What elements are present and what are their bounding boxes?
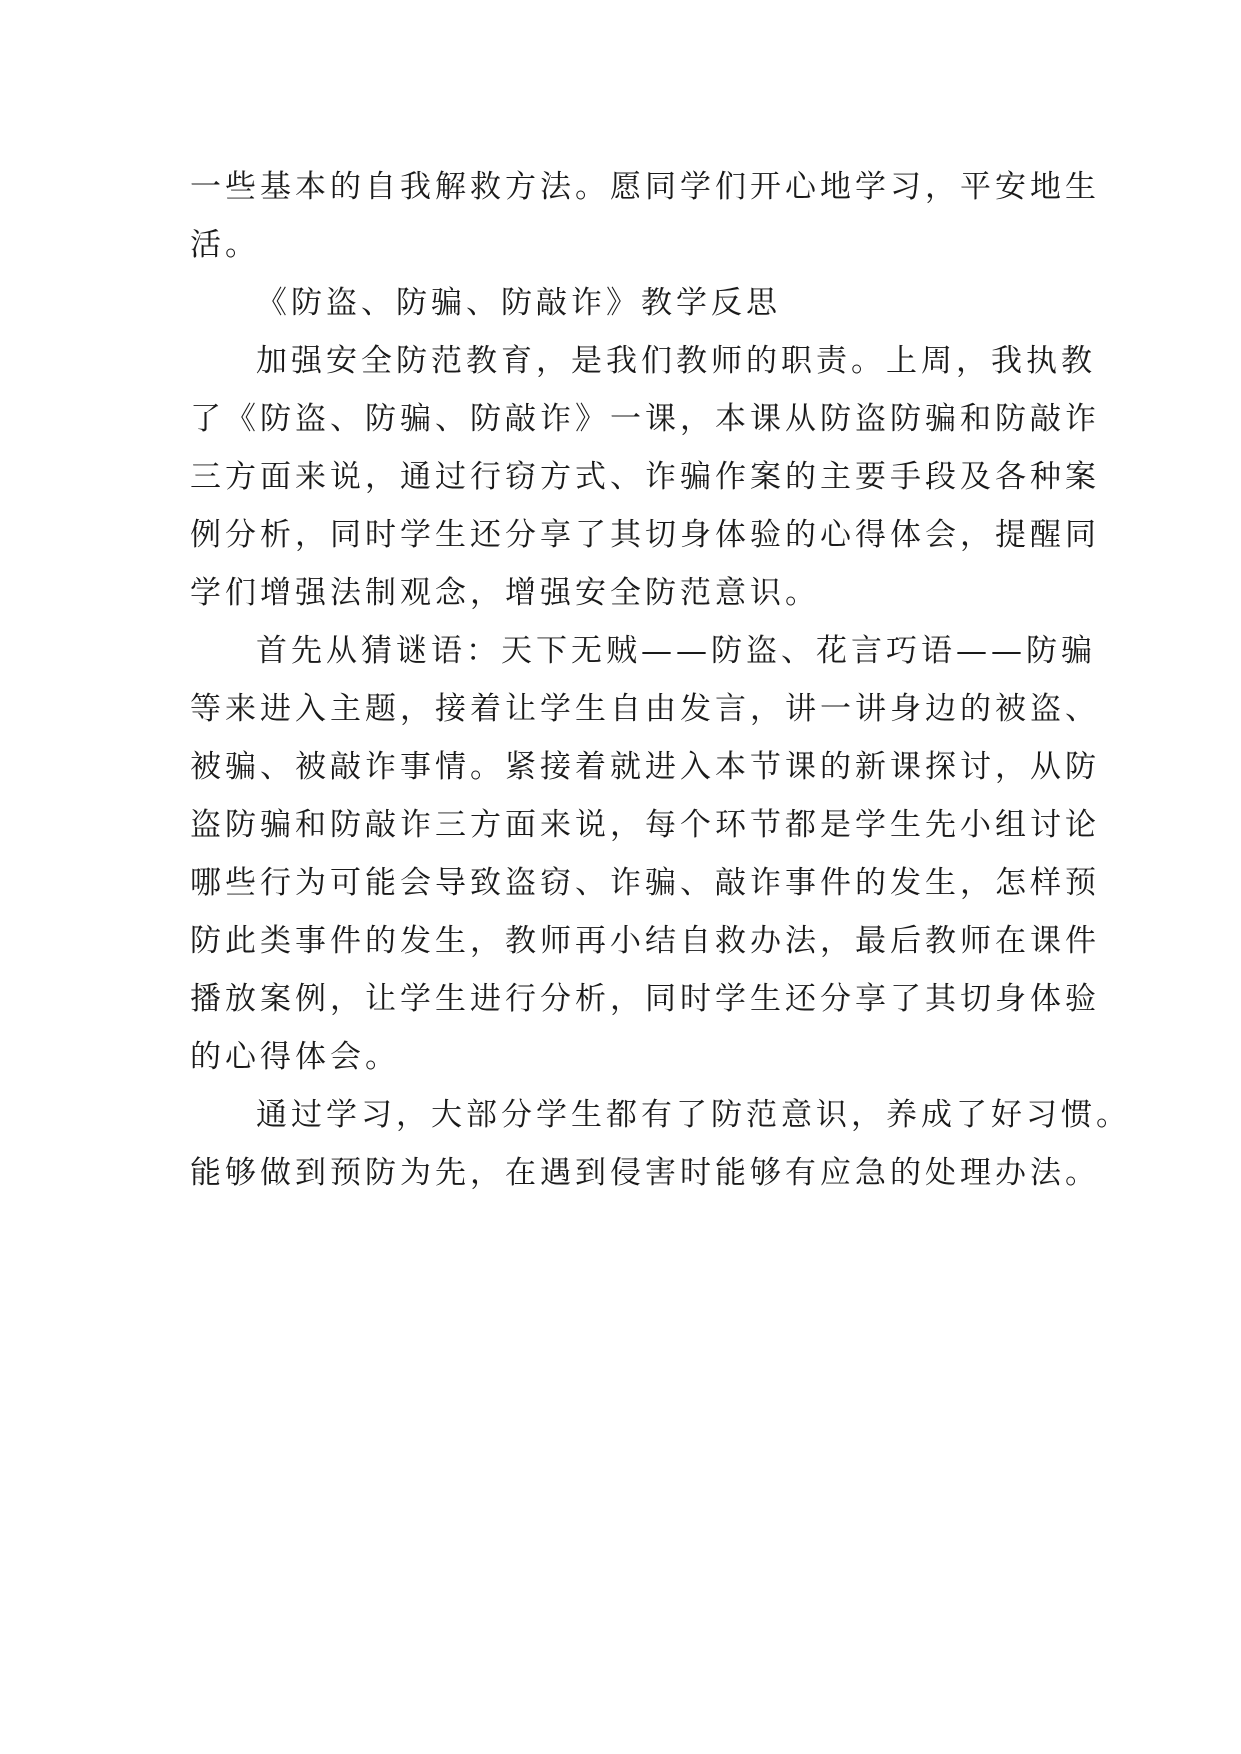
text-line: 盗防骗和防敲诈三方面来说，每个环节都是学生先小组讨论 [190,807,1100,843]
text-line: 了《防盗、防骗、防敲诈》一课，本课从防盗防骗和防敲诈 [190,401,1100,437]
text-line: 一些基本的自我解救方法。愿同学们开心地学习，平安地生 [190,169,1100,205]
text-line: 学们增强法制观念，增强安全防范意识。 [190,575,820,611]
text-line: 能够做到预防为先，在遇到侵害时能够有应急的处理办法。 [190,1155,1100,1191]
text-line: 活。 [190,227,260,263]
text-line: 例分析，同时学生还分享了其切身体验的心得体会，提醒同 [190,517,1100,553]
document-body [190,158,1131,1202]
text-line: 首先从猜谜语：天下无贼——防盗、花言巧语——防骗 [256,633,1096,669]
text-line: 防此类事件的发生，教师再小结自救办法，最后教师在课件 [190,923,1100,959]
text-line: 等来进入主题，接着让学生自由发言，讲一讲身边的被盗、 [190,691,1100,727]
text-line: 的心得体会。 [190,1039,400,1075]
text-line: 通过学习，大部分学生都有了防范意识，养成了好习惯。 [256,1097,1131,1133]
text-line: 加强安全防范教育，是我们教师的职责。上周，我执教 [256,343,1096,379]
text-line: 被骗、被敲诈事情。紧接着就进入本节课的新课探讨，从防 [190,749,1100,785]
text-line: 哪些行为可能会导致盗窃、诈骗、敲诈事件的发生，怎样预 [190,865,1100,901]
text-line: 三方面来说，通过行窃方式、诈骗作案的主要手段及各种案 [190,459,1100,495]
section-heading: 《防盗、防骗、防敲诈》教学反思 [256,285,781,321]
text-line: 播放案例，让学生进行分析，同时学生还分享了其切身体验 [190,981,1100,1017]
